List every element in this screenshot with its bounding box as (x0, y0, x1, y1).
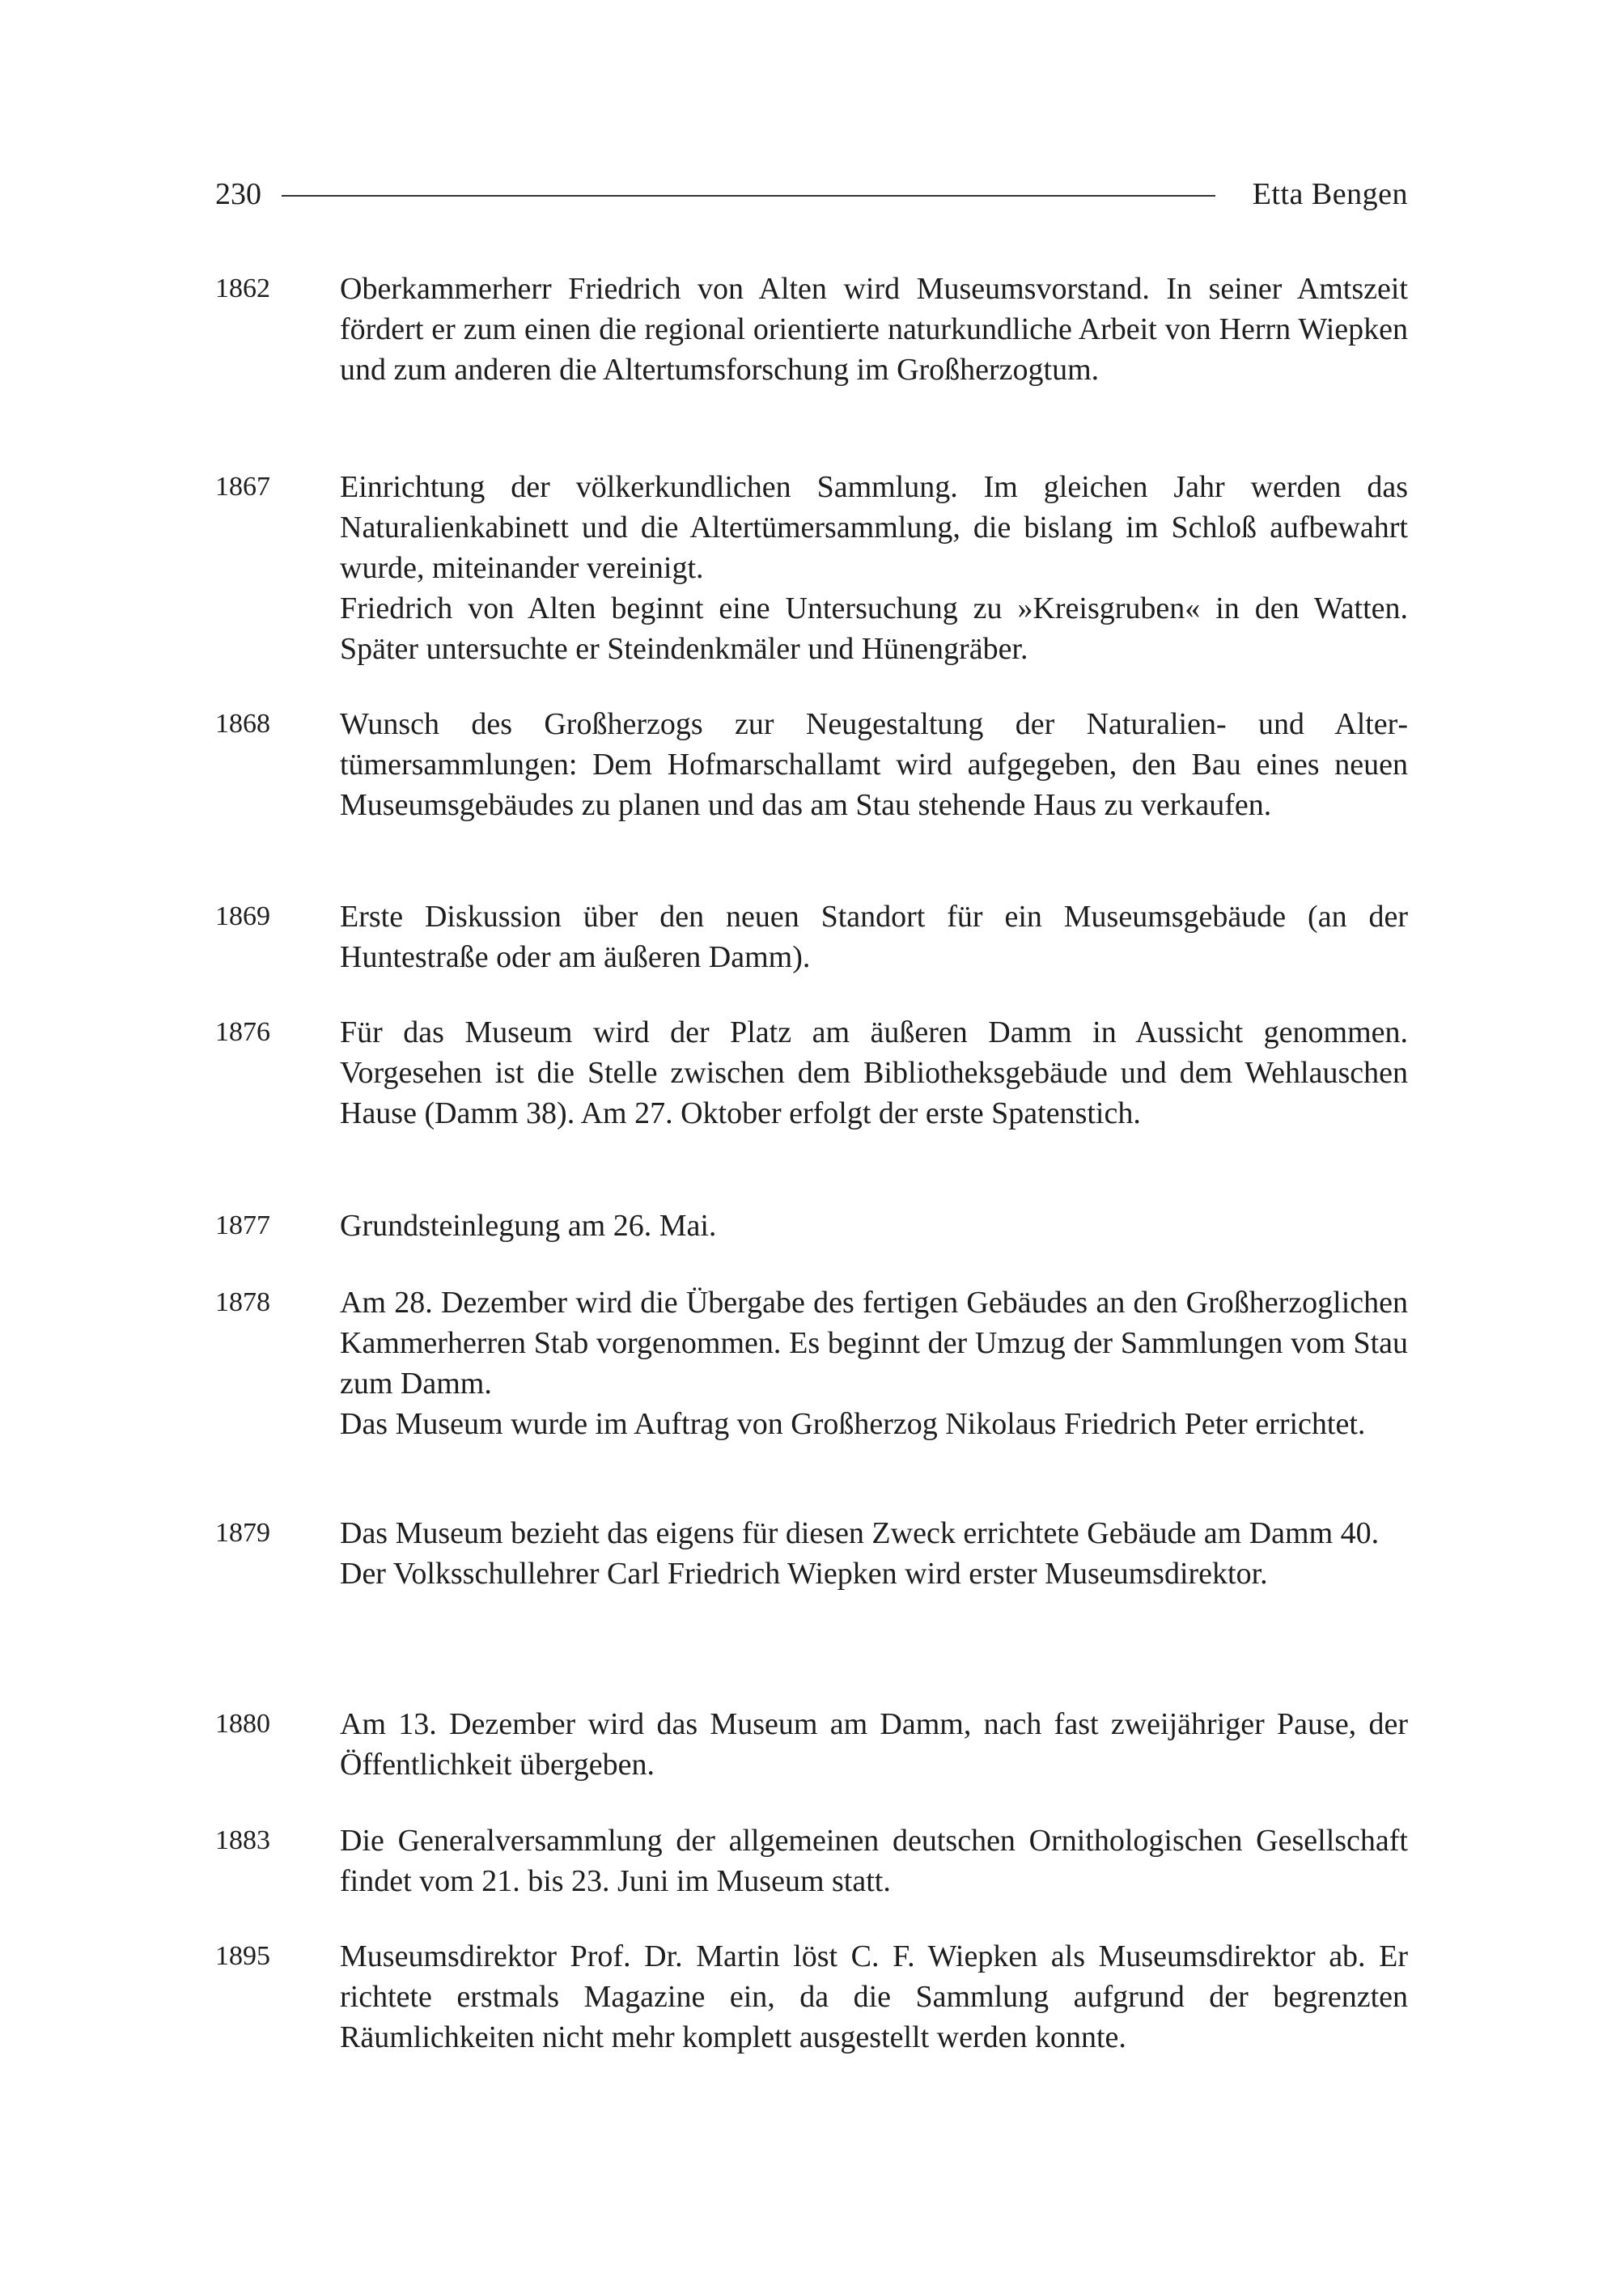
entry-text (340, 1012, 1408, 1134)
entry-year: 1876 (215, 1017, 270, 1047)
entry-paragraph: Die Generalversammlung der allgemeinen deutschen Ornithologischen Gesellschaft findet vom 21. bis 23. Juni im Museum statt. (340, 1824, 1408, 1898)
entry-year: 1869 (215, 901, 270, 931)
entry-year: 1895 (215, 1941, 270, 1971)
entry-paragraph: Friedrich von Alten beginnt eine Untersuchung zu »Kreisgruben« in den Watten. Später untersuchte er Steindenkmäler und Hünengräber. (340, 591, 1408, 666)
entry-paragraph: Grundsteinlegung am 26. Mai. (340, 1209, 717, 1243)
entry-text (340, 269, 1408, 390)
entry-year: 1862 (215, 273, 270, 303)
entry-year: 1877 (215, 1210, 270, 1240)
entry-text (340, 1936, 1408, 2058)
entry-text (340, 704, 1408, 825)
entry-paragraph: Das Museum wurde im Auftrag von Großherzog Nikolaus Friedrich Peter errichtet. (340, 1407, 1366, 1441)
entry-paragraph: Für das Museum wird der Platz am äußeren Damm in Aussicht genommen. Vorgesehen ist die Stelle zwischen dem Bibliotheksgebäude und dem Wehlauschen Hause (Damm 38). Am 27. Oktober erfolgt der erste Spatenstich. (340, 1015, 1408, 1130)
entry-year: 1878 (215, 1287, 270, 1317)
entry-paragraph: Oberkammerherr Friedrich von Alten wird Museumsvorstand. In seiner Amtszeit fördert er zum einen die regional orientierte naturkundliche Arbeit von Herrn Wiepken und zum anderen die Altertumsforschung im Großherzogtum. (340, 272, 1408, 387)
entry-text (340, 1513, 1408, 1594)
page-number: 230 (215, 177, 261, 211)
entry-text (340, 467, 1408, 669)
entry-year: 1879 (215, 1518, 270, 1548)
running-head-author: Etta Bengen (1252, 177, 1408, 211)
entry-paragraph: Das Museum bezieht das eigens für diesen Zweck errichtete Gebäude am Damm 40. (340, 1516, 1380, 1550)
entry-text (340, 1820, 1408, 1901)
running-head (215, 170, 1408, 218)
entry-year: 1883 (215, 1825, 270, 1855)
entry-text (340, 1282, 1408, 1444)
entry-year: 1880 (215, 1709, 270, 1739)
entry-paragraph: Einrichtung der völkerkundlichen Sammlung. Im gleichen Jahr werden das Naturalienkabinett und die Altertümersammlung, die bislang im Schloß aufbewahrt wurde, miteinander vereinigt. (340, 470, 1408, 585)
entry-text (340, 1206, 1408, 1246)
header-rule (282, 195, 1215, 197)
entry-paragraph: Wunsch des Großherzogs zur Neugestaltung der Naturalien- und Altertümersammlungen: Dem Hofmarschallamt wird aufgegeben, den Bau eines neuen Museumsgebäudes zu planen und das am Stau stehende Haus zu verkaufen. (340, 707, 1408, 822)
entry-paragraph: Am 28. Dezember wird die Übergabe des fertigen Gebäudes an den Großherzoglichen Kammerherren Stab vorgenommen. Es beginnt der Umzug der Sammlungen vom Stau zum Damm. (340, 1286, 1408, 1401)
entry-paragraph: Am 13. Dezember wird das Museum am Damm, nach fast zweijähriger Pause, der Öffentlichkeit übergeben. (340, 1707, 1408, 1782)
entry-year: 1867 (215, 472, 270, 502)
entry-paragraph: Erste Diskussion über den neuen Standort für ein Museumsgebäude (an der Huntestraße oder am äußeren Damm). (340, 900, 1408, 974)
entry-year: 1868 (215, 709, 270, 739)
entry-text (340, 896, 1408, 977)
entry-paragraph: Der Volksschullehrer Carl Friedrich Wiepken wird erster Museumsdirektor. (340, 1557, 1268, 1591)
entry-paragraph: Museumsdirektor Prof. Dr. Martin löst C. F. Wiepken als Museumsdirektor ab. Er richtete erstmals Magazine ein, da die Sammlung aufgrund der begrenzten Räumlichkeiten nicht mehr komplett ausgestellt werden konnte. (340, 1939, 1408, 2054)
entry-text (340, 1704, 1408, 1785)
